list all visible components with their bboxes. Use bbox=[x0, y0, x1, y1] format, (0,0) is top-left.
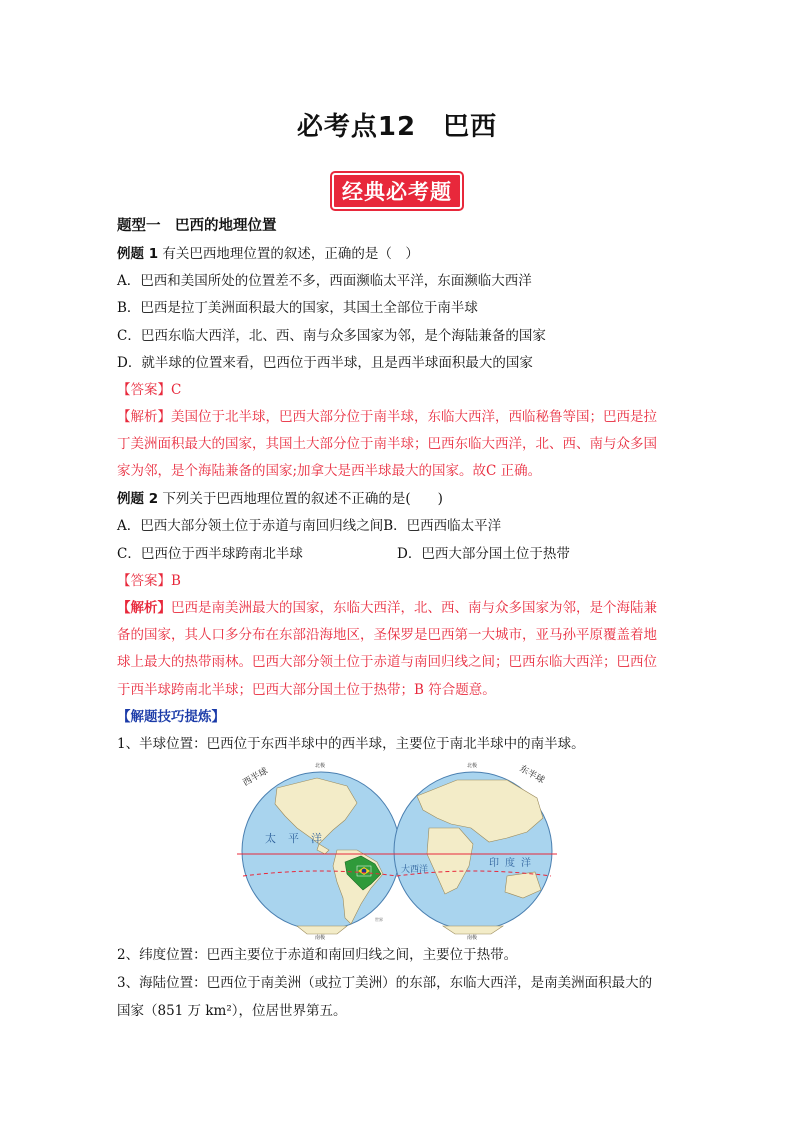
tips-heading: 【解题技巧提炼】 bbox=[117, 709, 225, 725]
north-pole-label-e: 北极 bbox=[467, 763, 478, 769]
indian-label: 印度洋 bbox=[489, 858, 537, 869]
example-2-label: 例题 2 bbox=[117, 491, 159, 507]
example-2-answer: 【答案】B bbox=[117, 573, 181, 589]
tip-1: 1、半球位置：巴西位于东西半球中的西半球，主要位于南北半球中的南半球。 bbox=[117, 736, 585, 752]
example-1-analysis-label: 【解析】 bbox=[117, 409, 171, 425]
map-legend: 世界 bbox=[375, 917, 383, 922]
east-hemisphere bbox=[394, 772, 552, 934]
section-banner: 经典必考题 bbox=[332, 173, 462, 209]
example-1-option-d: D．就半球的位置来看，巴西位于西半球，且是西半球面积最大的国家 bbox=[117, 355, 533, 371]
north-pole-label-w: 北极 bbox=[315, 763, 326, 769]
example-2-text: 下列关于巴西地理位置的叙述不正确的是( ) bbox=[162, 491, 443, 507]
example-2-question bbox=[117, 493, 443, 507]
page-title: 必考点12 巴西 bbox=[296, 112, 498, 142]
example-2-option-row bbox=[117, 520, 501, 534]
example-1-analysis-line: 家为邻，是个海陆兼备的国家;加拿大是西半球最大的国家。故C 正确。 bbox=[117, 463, 542, 479]
example-1-analysis-line: 丁美洲面积最大的国家，其国土大部分位于南半球；巴西东临大西洋，北、西、南与众多国 bbox=[117, 436, 657, 452]
banner-wrap bbox=[117, 173, 677, 209]
example-2-analysis-text: 巴西是南美洲最大的国家，东临大西洋，北、西、南与众多国家为邻，是个海陆兼 bbox=[171, 600, 657, 616]
example-1-question bbox=[117, 248, 419, 262]
example-1-text: 有关巴西地理位置的叙述，正确的是（ ） bbox=[162, 246, 419, 262]
section-heading: 题型一 巴西的地理位置 bbox=[117, 218, 277, 234]
example-1-option-b: B．巴西是拉丁美洲面积最大的国家，其国土全部位于南半球 bbox=[117, 300, 478, 316]
east-hemisphere-label: 东半球 bbox=[517, 763, 546, 787]
tip-3-line-1: 3、海陆位置：巴西位于南美洲（或拉丁美洲）的东部，东临大西洋，是南美洲面积最大的 bbox=[117, 975, 653, 991]
example-2-option-d: D．巴西大部分国土位于热带 bbox=[397, 546, 570, 562]
south-pole-label-w: 南极 bbox=[315, 935, 326, 940]
example-2-option-a: A．巴西大部分领土位于赤道与南回归线之间 bbox=[117, 518, 384, 534]
example-1-option-c: C．巴西东临大西洋，北、西、南与众多国家为邻，是个海陆兼备的国家 bbox=[117, 328, 546, 344]
example-2-analysis-line: 于西半球跨南北半球；巴西大部分国土位于热带；B 符合题意。 bbox=[117, 682, 496, 698]
west-hemisphere-label: 西半球 bbox=[241, 766, 270, 789]
example-1-option-a: A．巴西和美国所处的位置差不多，西面濒临太平洋，东面濒临大西洋 bbox=[117, 273, 532, 289]
south-pole-label-e: 南极 bbox=[467, 935, 478, 940]
example-1-answer: 【答案】C bbox=[117, 382, 182, 398]
tip-3-line-2: 国家（851 万 km²），位居世界第五。 bbox=[117, 1003, 347, 1019]
example-2-analysis-line: 球上最大的热带雨林。巴西大部分领土位于赤道与南回归线之间；巴西东临大西洋；巴西位 bbox=[117, 654, 657, 670]
hemispheres-map bbox=[237, 758, 557, 940]
example-2-option-row bbox=[117, 548, 677, 562]
example-2-option-c: C．巴西位于西半球跨南北半球 bbox=[117, 546, 303, 562]
example-2-analysis-line: 备的国家，其人口多分布在东部沿海地区，圣保罗是巴西第一大城市，亚马孙平原覆盖着地 bbox=[117, 627, 657, 643]
example-1-label: 例题 1 bbox=[117, 246, 159, 262]
pacific-label: 太平洋 bbox=[265, 832, 334, 845]
west-hemisphere bbox=[242, 772, 400, 934]
example-1-analysis-text: 美国位于北半球，巴西大部分位于南半球，东临大西洋，西临秘鲁等国；巴西是拉 bbox=[171, 409, 657, 425]
hemispheres-svg bbox=[237, 758, 557, 940]
example-2-analysis-line bbox=[117, 602, 657, 616]
atlantic-label-e: 大西洋 bbox=[401, 865, 429, 875]
example-2-option-b: B．巴西西临太平洋 bbox=[383, 518, 502, 534]
example-1-analysis-line bbox=[117, 411, 657, 425]
example-2-analysis-label: 【解析】 bbox=[117, 600, 171, 616]
tip-2: 2、纬度位置：巴西主要位于赤道和南回归线之间，主要位于热带。 bbox=[117, 947, 518, 963]
